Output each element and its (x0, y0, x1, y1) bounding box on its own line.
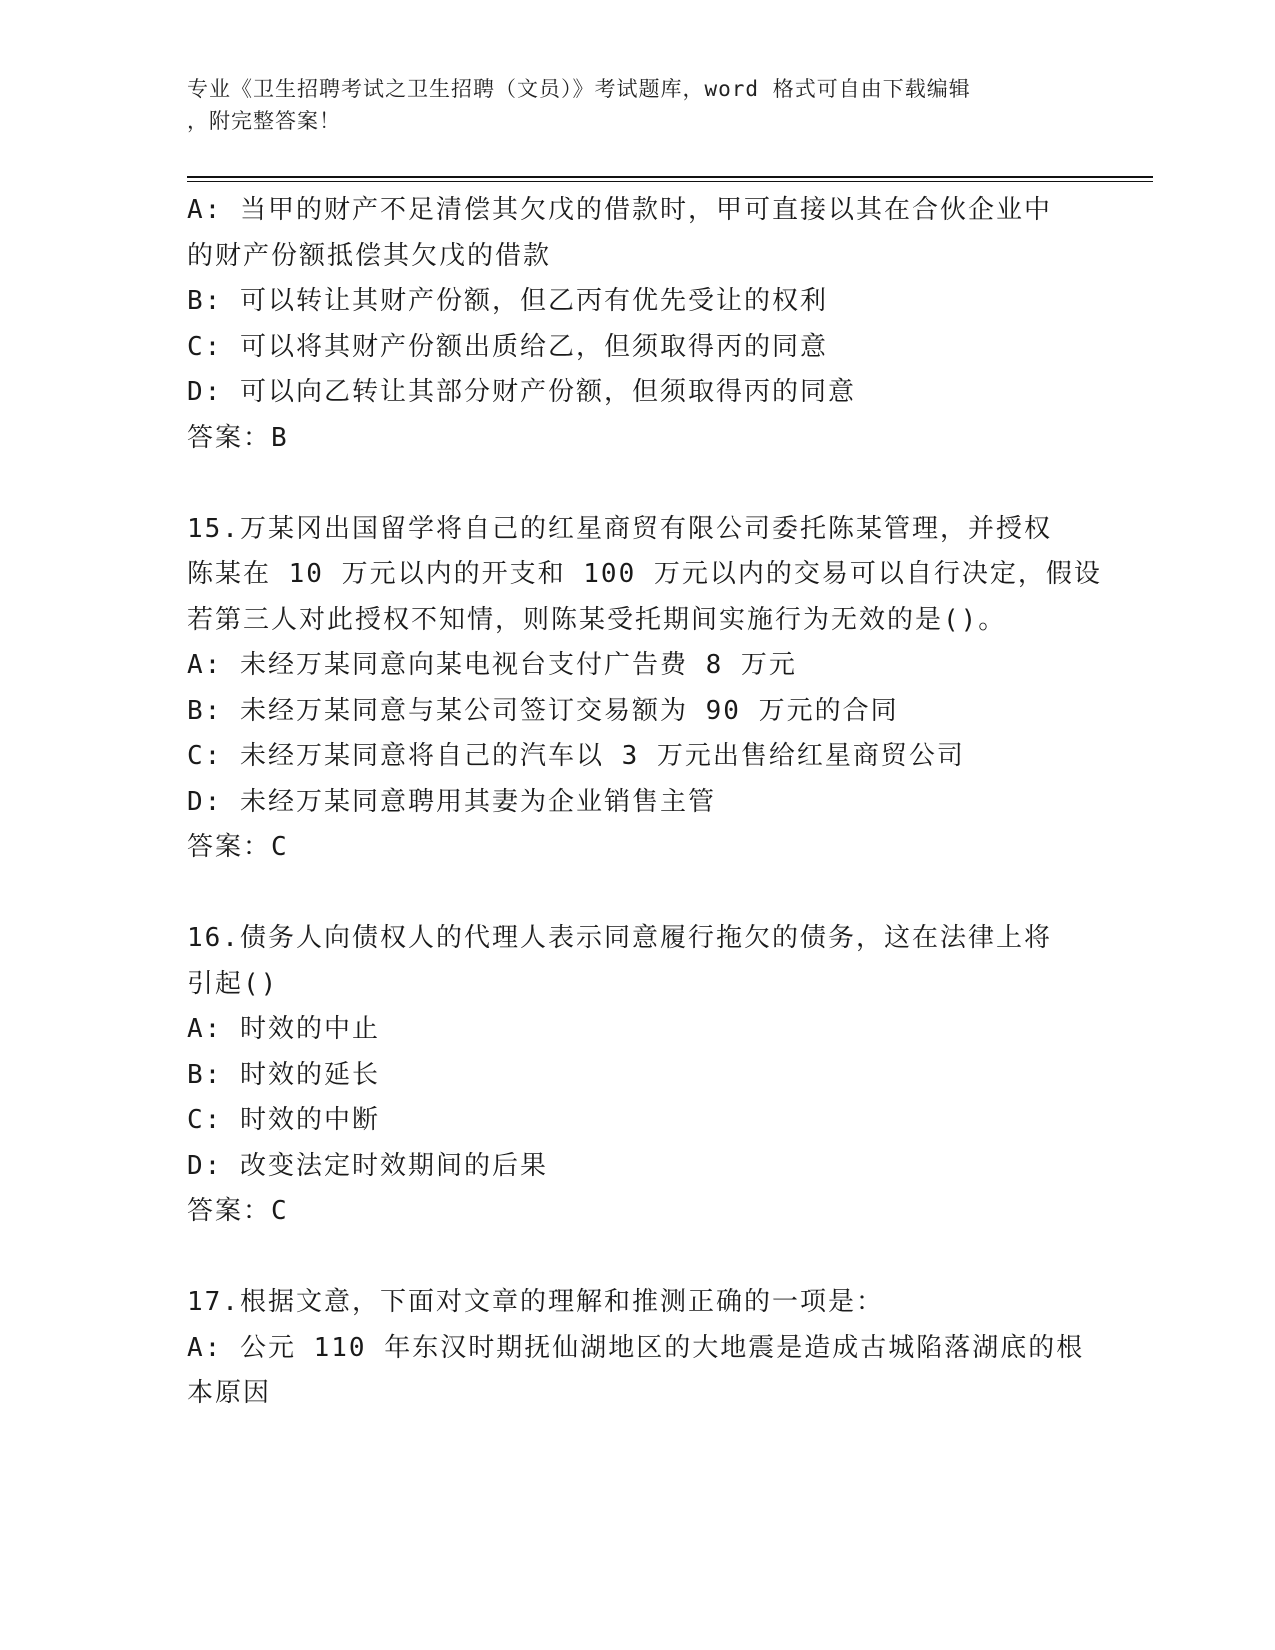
q15-stem-line-2: 陈某在 10 万元以内的开支和 100 万元以内的交易可以自行决定，假设 (187, 559, 1102, 589)
q15-option-c: C: 未经万某同意将自己的汽车以 3 万元出售给红星商贸公司 (187, 741, 965, 771)
q15-option-b: B: 未经万某同意与某公司签订交易额为 90 万元的合同 (187, 695, 899, 726)
q15-option-d: D: 未经万某同意聘用其妻为企业销售主管 (187, 786, 716, 817)
question-14 (187, 188, 1087, 461)
q16-option-d: D: 改变法定时效期间的后果 (187, 1150, 548, 1181)
q14-option-d: D: 可以向乙转让其部分财产份额，但须取得丙的同意 (187, 377, 856, 407)
document-body (187, 188, 1102, 1417)
document-header (187, 73, 1087, 137)
q14-option-a: A: 当甲的财产不足清偿其欠戊的借款时，甲可直接以其在合伙企业中 (187, 195, 1052, 225)
q17-option-a-cont: 本原因 (187, 1378, 272, 1408)
q17-option-a: A: 公元 110 年东汉时期抚仙湖地区的大地震是造成古城陷落湖底的根 (187, 1332, 1085, 1363)
q16-option-c: C: 时效的中断 (187, 1105, 380, 1135)
q17-stem-line-1: 17.根据文意，下面对文章的理解和推测正确的一项是： (187, 1287, 884, 1317)
q15-stem-line-3: 若第三人对此授权不知情，则陈某受托期间实施行为无效的是()。 (187, 604, 1007, 635)
q16-stem-line-1: 16.债务人向债权人的代理人表示同意履行拖欠的债务，这在法律上将 (187, 923, 1052, 953)
q15-option-a: A: 未经万某同意向某电视台支付广告费 8 万元 (187, 650, 797, 680)
question-16 (187, 916, 1087, 1235)
q15-stem-line-1: 15.万某冈出国留学将自己的红星商贸有限公司委托陈某管理，并授权 (187, 513, 1052, 544)
spacer (187, 871, 1087, 917)
spacer (187, 461, 1087, 507)
header-line-1: 专业《卫生招聘考试之卫生招聘（文员）》考试题库，word 格式可自由下载编辑 (187, 77, 971, 101)
q14-option-c: C: 可以将其财产份额出质给乙，但须取得丙的同意 (187, 331, 828, 362)
q16-option-b: B: 时效的延长 (187, 1059, 380, 1090)
spacer (187, 1235, 1087, 1281)
header-line-2: ，附完整答案！ (187, 109, 341, 133)
q16-option-a: A: 时效的中止 (187, 1014, 380, 1044)
header-rule-thin (187, 181, 1153, 182)
q16-answer: 答案：C (187, 1196, 289, 1226)
q14-option-a-cont: 的财产份额抵偿其欠戊的借款 (187, 240, 552, 271)
q14-answer: 答案：B (187, 422, 289, 453)
question-15 (187, 507, 1102, 871)
header-rule-thick (187, 176, 1153, 178)
question-17 (187, 1280, 1087, 1417)
q15-answer: 答案：C (187, 832, 289, 862)
q16-stem-line-2: 引起() (187, 968, 279, 999)
q14-option-b: B: 可以转让其财产份额，但乙丙有优先受让的权利 (187, 286, 828, 316)
